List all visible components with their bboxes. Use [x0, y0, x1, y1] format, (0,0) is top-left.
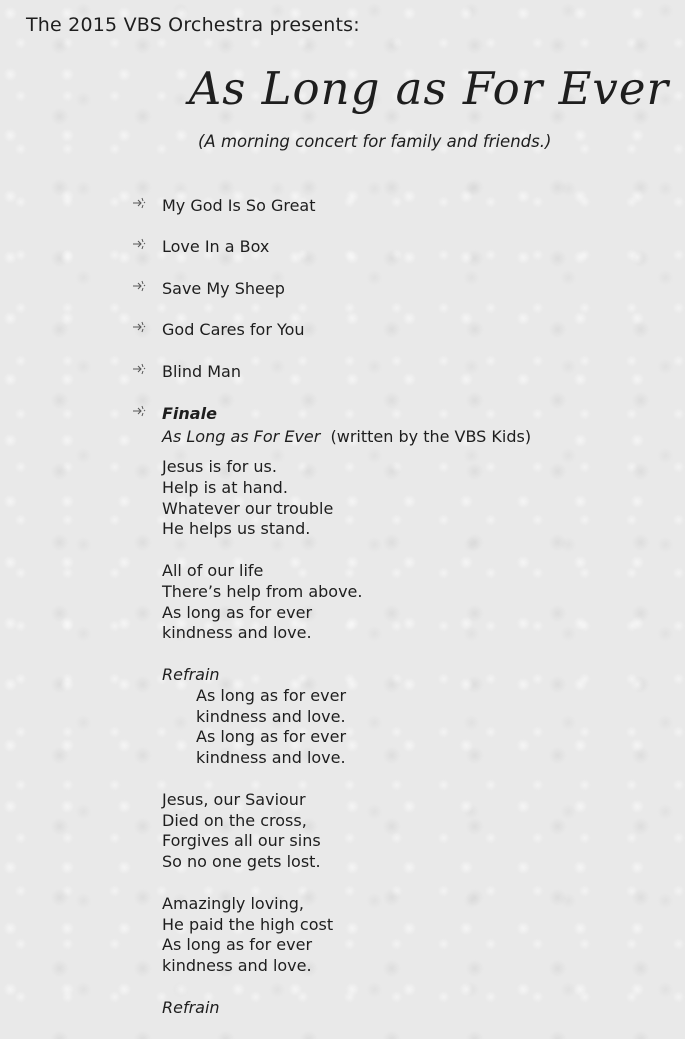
lyric-line: Amazingly loving,	[162, 893, 305, 913]
finale-heading	[132, 404, 531, 423]
verse-2	[162, 561, 362, 644]
arrow-star-icon	[132, 320, 146, 334]
lyrics	[162, 457, 362, 1039]
list-item	[132, 237, 316, 278]
arrow-star-icon	[132, 279, 146, 293]
lyric-line: Help is at hand.	[162, 477, 288, 497]
lyric-line: As long as for ever	[196, 685, 347, 705]
list-item	[132, 362, 316, 403]
lyric-line: As long as for ever	[162, 602, 313, 622]
concert-subtitle: (A morning concert for family and friends.)	[198, 132, 552, 151]
lyric-line: Forgives all our sins	[162, 831, 321, 851]
lyric-line: So no one gets lost.	[162, 852, 321, 872]
refrain	[162, 665, 362, 769]
verse-1	[162, 457, 362, 540]
arrow-star-icon	[132, 196, 146, 210]
presents-line: The 2015 VBS Orchestra presents:	[26, 14, 360, 36]
song-list	[132, 196, 316, 403]
list-item	[132, 320, 316, 361]
finale-credit: (written by the VBS Kids)	[330, 427, 532, 446]
lyric-line: kindness and love.	[162, 956, 312, 976]
lyric-line: kindness and love.	[196, 706, 346, 726]
finale-song-line	[162, 427, 531, 446]
list-item	[132, 279, 316, 320]
verse-4	[162, 894, 362, 977]
lyric-line: Jesus, our Saviour	[162, 789, 306, 809]
lyric-line: Jesus is for us.	[162, 457, 277, 476]
song-title: God Cares for You	[162, 320, 305, 340]
lyric-line: As long as for ever	[162, 935, 313, 955]
lyric-line: kindness and love.	[162, 623, 312, 643]
lyric-line: He paid the high cost	[162, 914, 334, 934]
finale-label: Finale	[162, 404, 217, 423]
list-item	[132, 196, 316, 237]
finale-section	[132, 404, 531, 446]
song-title: My God Is So Great	[162, 196, 316, 215]
refrain-label: Refrain	[162, 664, 220, 684]
lyric-line: Died on the cross,	[162, 810, 307, 830]
song-title: Blind Man	[162, 361, 241, 381]
refrain-label: Refrain	[162, 997, 220, 1017]
lyric-line: He helps us stand.	[162, 519, 311, 539]
lyric-line: There’s help from above.	[162, 581, 363, 601]
song-title: Love In a Box	[162, 237, 270, 257]
lyric-line: As long as for ever	[196, 727, 347, 747]
refrain-2	[162, 998, 362, 1019]
lyric-line: Whatever our trouble	[162, 498, 334, 518]
lyric-line: All of our life	[162, 560, 264, 580]
song-title: Save My Sheep	[162, 278, 285, 298]
verse-3	[162, 790, 362, 873]
concert-title: As Long as For Ever	[188, 62, 669, 115]
finale-song-title: As Long as For Ever	[162, 427, 321, 446]
arrow-star-icon	[132, 362, 146, 376]
lyric-line: kindness and love.	[196, 748, 346, 768]
arrow-star-icon	[132, 404, 146, 418]
arrow-star-icon	[132, 237, 146, 251]
